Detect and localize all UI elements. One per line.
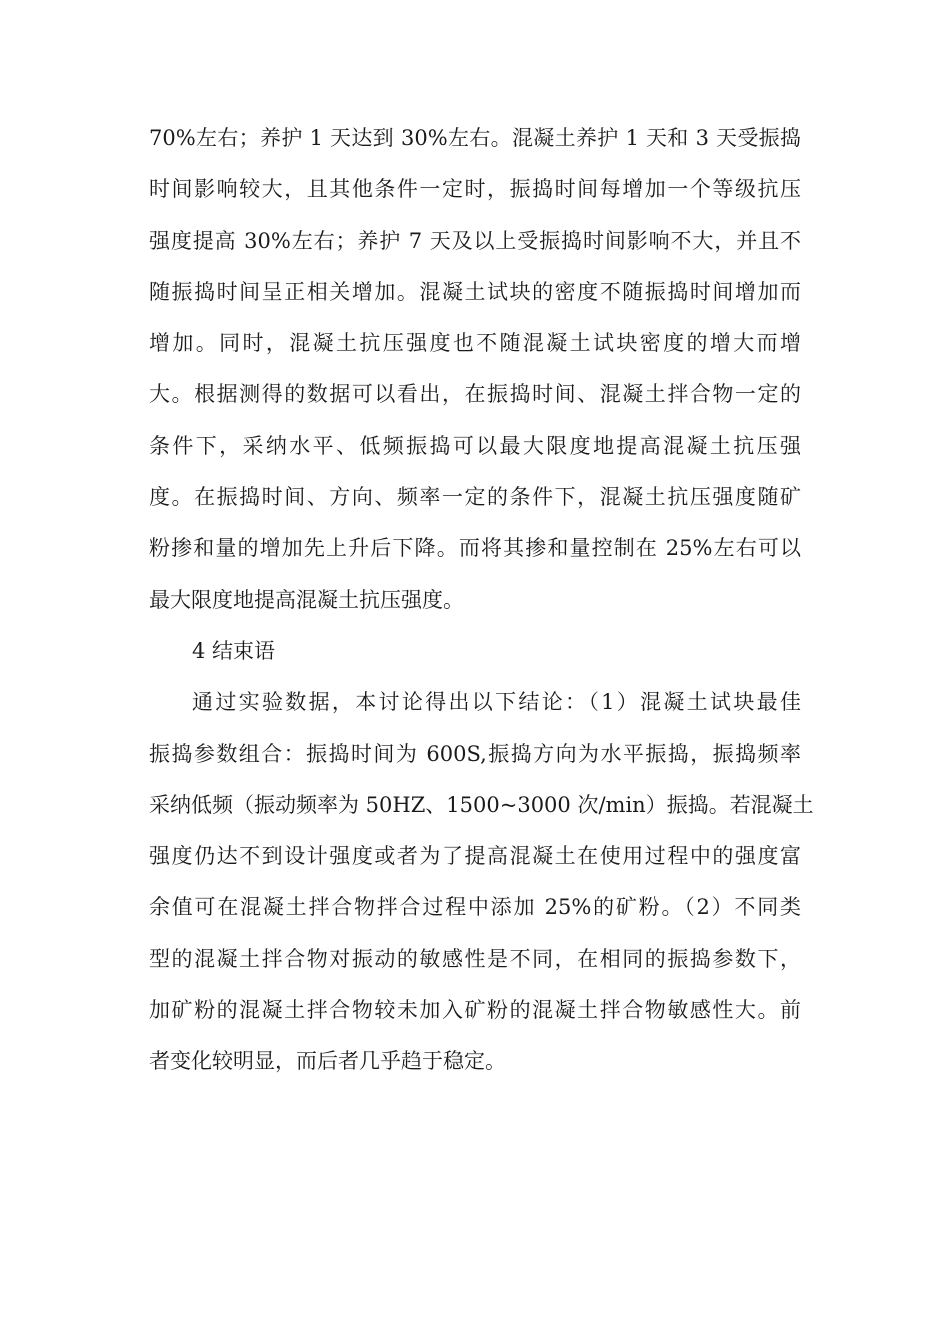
text-line: 者变化较明显，而后者几乎趋于稳定。 [149,1049,506,1074]
text-line: 度。在振捣时间、方向、频率一定的条件下，混凝土抗压强度随矿 [149,485,801,510]
text-line: 强度仍达不到设计强度或者为了提高混凝土在使用过程中的强度富 [149,844,801,869]
text-line: 粉掺和量的增加先上升后下降。而将其掺和量控制在 25%左右可以 [149,536,801,561]
text-line: 条件下，采纳水平、低频振捣可以最大限度地提高混凝土抗压强 [149,433,801,458]
text-line: 型的混凝土拌合物对振动的敏感性是不同，在相同的振捣参数下， [149,946,801,971]
text-line: 强度提高 30%左右；养护 7 天及以上受振捣时间影响不大，并且不 [149,228,801,253]
text-line: 时间影响较大，且其他条件一定时，振捣时间每增加一个等级抗压 [149,177,801,202]
text-line: 随振捣时间呈正相关增加。混凝土试块的密度不随振捣时间增加而 [149,279,801,304]
text-line: 加矿粉的混凝土拌合物较未加入矿粉的混凝土拌合物敏感性大。前 [149,998,801,1023]
text-line: 最大限度地提高混凝土抗压强度。 [149,587,464,612]
section-heading: 4 结束语 [192,638,276,663]
text-line: 余值可在混凝土拌合物拌合过程中添加 25%的矿粉。（2）不同类 [149,895,801,920]
paragraph-conclusions [149,677,814,1087]
text-line: 通过实验数据，本讨论得出以下结论：（1）混凝土试块最佳 [192,690,801,715]
text-line: 大。根据测得的数据可以看出，在振捣时间、混凝土拌合物一定的 [149,382,801,407]
text-line: 增加。同时，混凝土抗压强度也不随混凝土试块密度的增大而增 [149,331,801,356]
document-body [149,113,814,1088]
paragraph-results [149,113,801,626]
text-line: 采纳低频（振动频率为 50HZ、1500~3000 次/min）振捣。若混凝土 [149,792,814,817]
text-line: 70%左右；养护 1 天达到 30%左右。混凝土养护 1 天和 3 天受振捣 [149,126,801,150]
text-line: 振捣参数组合：振捣时间为 600S,振捣方向为水平振捣，振捣频率 [149,741,801,766]
